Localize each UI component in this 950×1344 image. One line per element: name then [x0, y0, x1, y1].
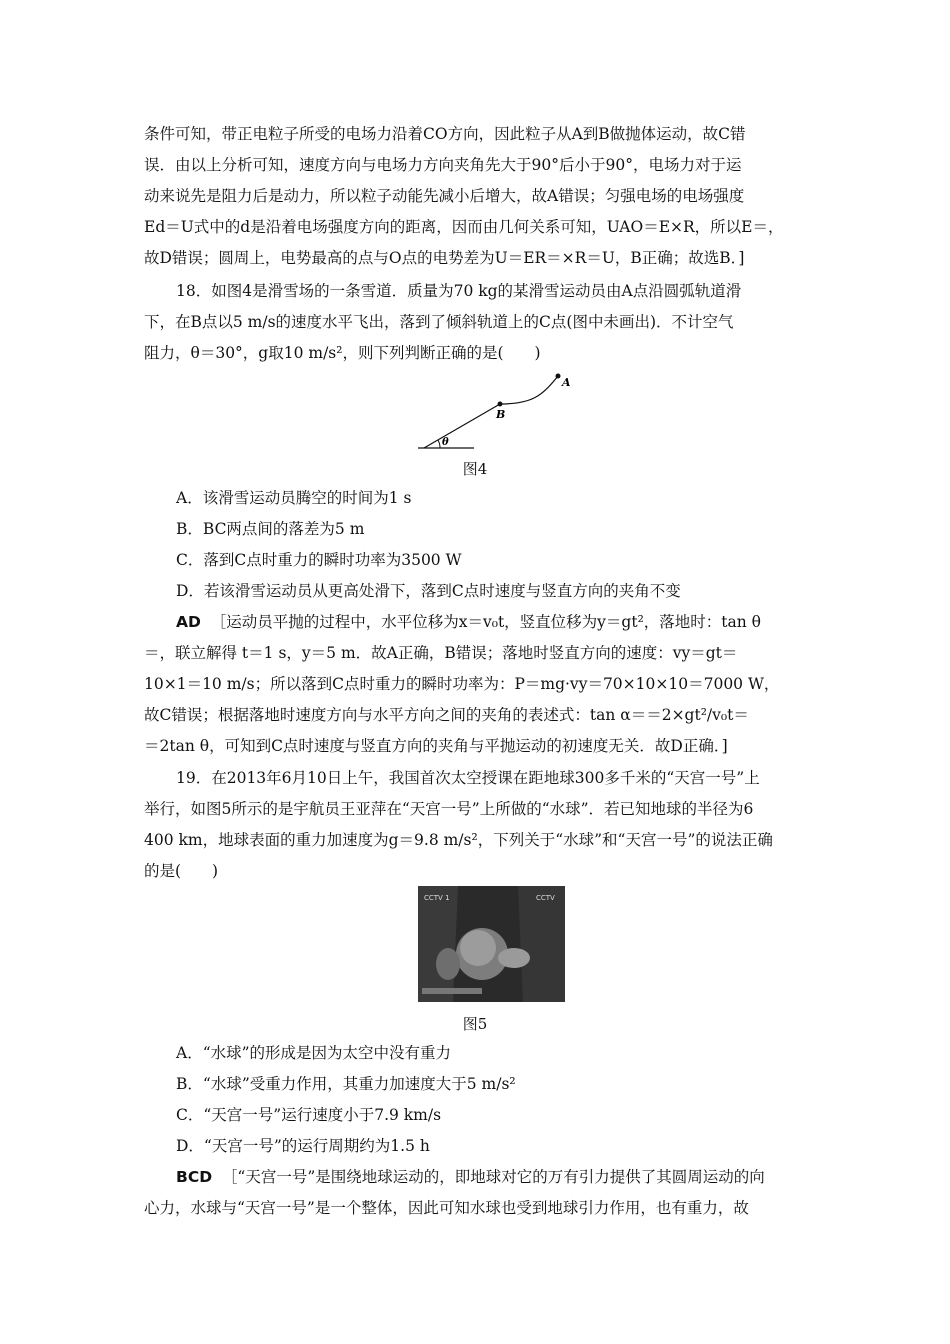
- question-19-line-2: 举行，如图5所示的是宇航员王亚萍在“天宫一号”上所做的“水球”．若已知地球的半径为6: [144, 800, 754, 818]
- question-19-line-1: 19．在2013年6月10日上午，我国首次太空授课在距地球300多千米的“天宫一号”上: [176, 769, 760, 787]
- solution-18-line-5: ＝2tan θ，可知到C点时速度与竖直方向的夹角与平抛运动的初速度无关．故D正确．]: [144, 737, 728, 755]
- figure-4-label-theta: θ: [442, 437, 449, 448]
- question-18-option-b: B．BC两点间的落差为5 m: [176, 520, 365, 538]
- answer-18-label: AD: [176, 613, 201, 631]
- solution-18-line-1: [176, 612, 806, 632]
- question-18-option-d: D．若该滑雪运动员从更高处滑下，落到C点时速度与竖直方向的夹角不变: [176, 582, 681, 600]
- question-18-line-3: 阻力，θ＝30°，g取10 m/s²，则下列判断正确的是( ): [144, 344, 541, 362]
- solution-19-line-1-text: ［“天宫一号”是围绕地球运动的，即地球对它的万有引力提供了其圆周运动的向: [221, 1168, 765, 1186]
- question-18-option-c: C．落到C点时重力的瞬时功率为3500 W: [176, 551, 462, 569]
- figure-4-caption: 图4: [462, 460, 488, 478]
- question-19-option-d: D．“天宫一号”的运行周期约为1.5 h: [176, 1137, 430, 1155]
- solution-18-line-3: 10×1＝10 m/s；所以落到C点时重力的瞬时功率为：P＝mg·vy＝70×10×10＝7000 W，: [144, 675, 780, 693]
- solution-19-line-2: 心力，水球与“天宫一号”是一个整体，因此可知水球也受到地球引力作用，也有重力，故: [144, 1199, 749, 1217]
- question-19-line-4: 的是( ): [144, 862, 219, 880]
- figure-4-label-a: A: [562, 376, 571, 389]
- solution-17-line-3: 动来说先是阻力后是动力，所以粒子动能先减小后增大，故A错误；匀强电场的电场强度: [144, 187, 745, 205]
- figure-5-logo-right: CCTV: [536, 894, 555, 902]
- question-19-option-b: B．“水球”受重力作用，其重力加速度大于5 m/s²: [176, 1075, 516, 1093]
- figure-5-photo: [418, 886, 565, 1002]
- question-19-line-3: 400 km，地球表面的重力加速度为g＝9.8 m/s²，下列关于“水球”和“天宫一号”的说法正确: [144, 831, 773, 849]
- solution-17-line-5: 故D错误；圆周上，电势最高的点与O点的电势差为U＝ER＝×R＝U，B正确；故选B．]: [144, 249, 745, 267]
- solution-18-line-2: ＝，联立解得 t＝1 s，y＝5 m．故A正确，B错误；落地时竖直方向的速度：vy＝gt＝: [144, 644, 738, 662]
- figure-4-label-b: B: [496, 408, 506, 421]
- question-18-line-2: 下，在B点以5 m/s的速度水平飞出，落到了倾斜轨道上的C点(图中未画出)．不计空气: [144, 313, 734, 331]
- solution-17-line-1: 条件可知，带正电粒子所受的电场力沿着CO方向，因此粒子从A到B做抛体运动，故C错: [144, 125, 746, 143]
- figure-4-diagram: [412, 368, 592, 458]
- question-19-option-a: A．“水球”的形成是因为太空中没有重力: [176, 1044, 452, 1062]
- question-18-option-a: A．该滑雪运动员腾空的时间为1 s: [176, 489, 412, 507]
- question-18-line-1: 18．如图4是滑雪场的一条雪道．质量为70 kg的某滑雪运动员由A点沿圆弧轨道滑: [176, 282, 742, 300]
- answer-19-label: BCD: [176, 1168, 213, 1186]
- figure-5-logo-left: CCTV 1: [424, 894, 450, 902]
- solution-18-line-1-text: ［运动员平抛的过程中，水平位移为x＝v₀t，竖直位移为y＝gt²，落地时：tan θ: [210, 613, 762, 631]
- solution-17-line-4: Ed＝U式中的d是沿着电场强度方向的距离，因而由几何关系可知，UAO＝E×R，所以E＝，: [144, 218, 784, 236]
- solution-18-line-4: 故C错误；根据落地时速度方向与水平方向之间的夹角的表述式：tan α＝＝2×gt²/v₀t＝: [144, 706, 749, 724]
- solution-17-line-2: 误．由以上分析可知，速度方向与电场力方向夹角先大于90°后小于90°，电场力对于运: [144, 156, 742, 174]
- solution-19-line-1: [176, 1167, 806, 1187]
- figure-5-caption: 图5: [462, 1015, 488, 1033]
- question-19-option-c: C．“天宫一号”运行速度小于7.9 km/s: [176, 1106, 442, 1124]
